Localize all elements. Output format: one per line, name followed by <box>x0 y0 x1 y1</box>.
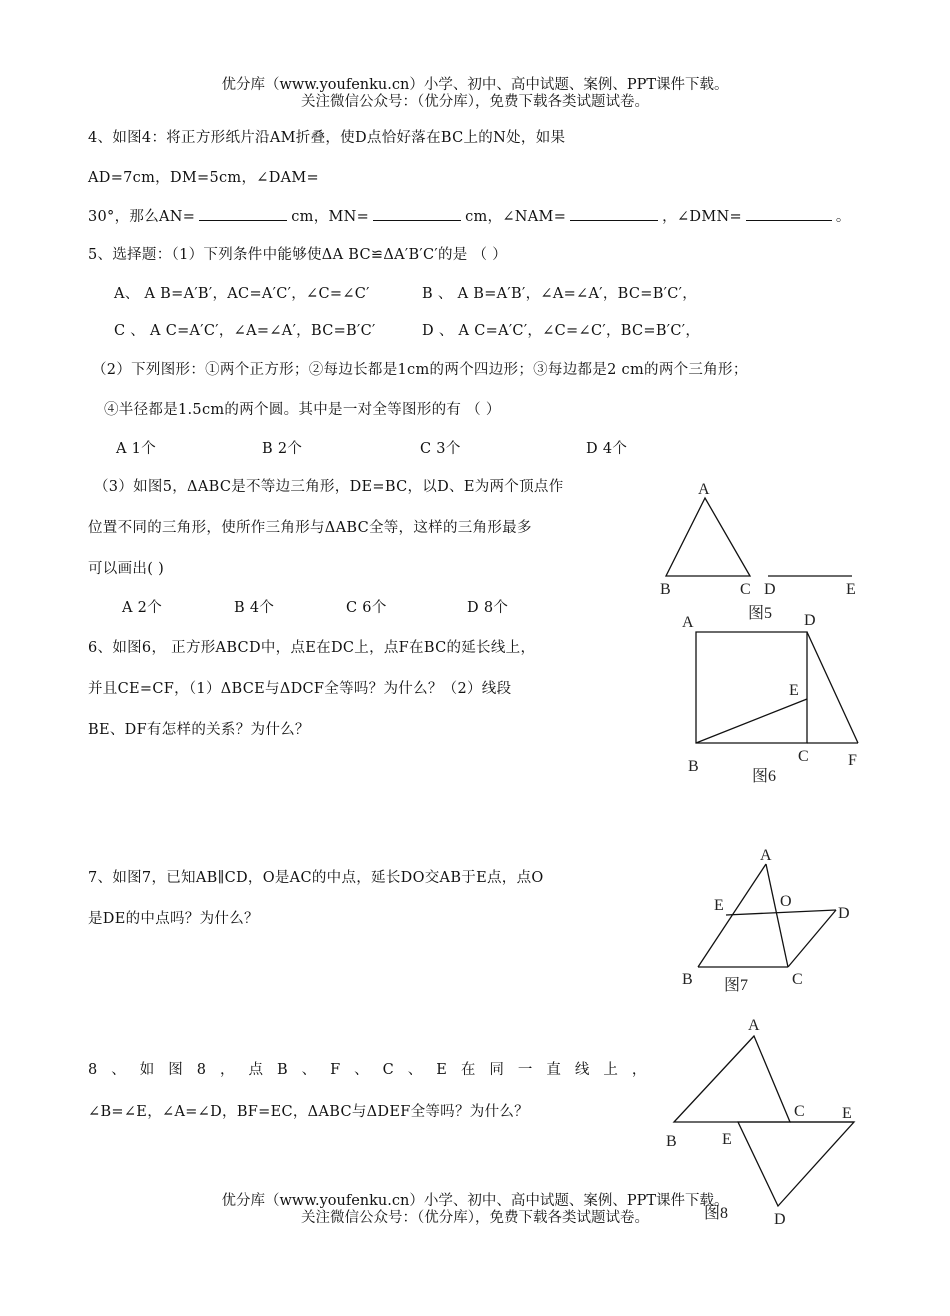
q7-line-1: 7、如图7，已知AB∥CD，O是AC的中点，延长DO交AB于E点，点O <box>88 870 544 886</box>
q8-line-1: 8、如图8，点B、F、C、E在同一直线上， <box>88 1062 661 1078</box>
q4-end: 。 <box>835 209 851 225</box>
label-c: C <box>740 581 751 598</box>
label-a: A <box>698 481 710 498</box>
header-line-1: 优分库（www.youfenku.cn）小学、初中、高中试题、案例、PPT课件下载。 <box>221 77 729 93</box>
q5-part3-option-b: B 4个 <box>234 600 275 616</box>
figure-7 <box>670 840 890 1000</box>
q4-an-label: 30°，那么AN= <box>88 209 196 225</box>
figure-7-caption: 图7 <box>724 977 749 994</box>
label-c: C <box>792 971 803 988</box>
q5-part3-option-d: D 8个 <box>467 600 509 616</box>
q4-line-1: 4、如图4：将正方形纸片沿AM折叠，使D点恰好落在BC上的N处，如果 <box>88 130 566 146</box>
label-d: D <box>764 581 776 598</box>
label-e: E <box>789 682 799 699</box>
label-e-left: E <box>722 1131 732 1148</box>
figure-5-caption: 图5 <box>748 605 773 622</box>
footer-line-2: 关注微信公众号：（优分库），免费下载各类试题试卷。 <box>301 1210 649 1226</box>
segment-df <box>807 632 858 743</box>
q5-option-d: D 、 A C=A′C′，∠C=∠C′，BC=B′C′， <box>422 323 701 339</box>
q7-line-2: 是DE的中点吗？为什么？ <box>88 911 259 927</box>
q5-part2-option-d: D 4个 <box>586 441 628 457</box>
label-c: C <box>798 748 809 765</box>
q4-line-3 <box>88 205 851 226</box>
segment-be <box>696 699 807 743</box>
q5-option-b: B 、 A B=A′B′，∠A=∠A′，BC=B′C′， <box>422 286 698 302</box>
q6-line-3: BE、DF有怎样的关系？为什么？ <box>88 722 310 738</box>
label-a: A <box>748 1017 760 1034</box>
label-d: D <box>774 1211 786 1228</box>
label-b: B <box>688 758 699 775</box>
q4-an-blank <box>199 208 287 221</box>
label-b: B <box>682 971 693 988</box>
label-d: D <box>838 905 850 922</box>
label-e: E <box>714 897 724 914</box>
label-b: B <box>660 581 671 598</box>
figure-6-caption: 图6 <box>752 768 777 785</box>
q5-part2-option-c: C 3个 <box>420 441 461 457</box>
figure-8-caption: 图8 <box>704 1205 729 1222</box>
label-e-right: E <box>842 1105 852 1122</box>
label-d: D <box>804 612 816 629</box>
q5-part3-option-a: A 2个 <box>122 600 163 616</box>
triangle-abc <box>674 1036 790 1122</box>
q5-line-1: 5、选择题：（1）下列条件中能够使ΔA BC≌ΔA′B′C′的是 （ ） <box>88 247 508 263</box>
q4-line-2: AD=7cm，DM=5cm，∠DAM= <box>88 170 320 186</box>
q5-part3-line-2: 位置不同的三角形，使所作三角形与ΔABC全等，这样的三角形最多 <box>88 520 532 536</box>
q4-nam-blank <box>570 208 658 221</box>
label-a: A <box>682 614 694 631</box>
q5-part3-line-3: 可以画出( ) <box>88 561 165 577</box>
segment-ed <box>726 910 836 915</box>
q5-part3-line-1: （3）如图5，ΔABC是不等边三角形，DE=BC，以D、E为两个顶点作 <box>94 479 564 495</box>
segment-ac <box>766 864 788 967</box>
q5-option-c: C 、 A C=A′C′，∠A=∠A′，BC=B′C′ <box>114 323 376 339</box>
label-a: A <box>760 847 772 864</box>
q4-nam-label: cm，∠NAM= <box>465 209 567 225</box>
q4-dmn-label: ，∠DMN= <box>662 209 742 225</box>
label-b: B <box>666 1133 677 1150</box>
segment-cd <box>788 910 836 967</box>
label-e: E <box>846 581 856 598</box>
header-line-2: 关注微信公众号：（优分库），免费下载各类试题试卷。 <box>301 94 649 110</box>
label-c: C <box>794 1103 805 1120</box>
q4-mn-label: cm，MN= <box>291 209 370 225</box>
segment-ab <box>698 864 766 967</box>
q4-mn-blank <box>373 208 461 221</box>
q6-line-2: 并且CE=CF，（1）ΔBCE与ΔDCF全等吗？为什么？（2）线段 <box>88 681 512 697</box>
q5-option-a: A、 A B=A′B′，AC=A′C′，∠C=∠C′ <box>114 286 370 302</box>
q6-line-1: 6、如图6， 正方形ABCD中，点E在DC上，点F在BC的延长线上， <box>88 640 536 656</box>
q8-line-2: ∠B=∠E，∠A=∠D，BF=EC，ΔABC与ΔDEF全等吗？为什么？ <box>88 1104 529 1120</box>
label-o: O <box>780 893 792 910</box>
label-f: F <box>848 752 857 769</box>
q5-part2-line-1: （2）下列图形：①两个正方形；②每边长都是1cm的两个四边形；③每边都是2 cm的两个三角形； <box>92 362 748 378</box>
q5-part2-option-a: A 1个 <box>116 441 157 457</box>
footer-line-1: 优分库（www.youfenku.cn）小学、初中、高中试题、案例、PPT课件下载。 <box>221 1193 729 1209</box>
figure-6 <box>670 605 890 795</box>
q5-part2-line-2: ④半径都是1.5cm的两个圆。其中是一对全等图形的有 （ ） <box>104 402 501 418</box>
q4-dmn-blank <box>746 208 832 221</box>
triangle-abc <box>666 498 750 576</box>
q5-part3-option-c: C 6个 <box>346 600 387 616</box>
q5-part2-option-b: B 2个 <box>262 441 303 457</box>
